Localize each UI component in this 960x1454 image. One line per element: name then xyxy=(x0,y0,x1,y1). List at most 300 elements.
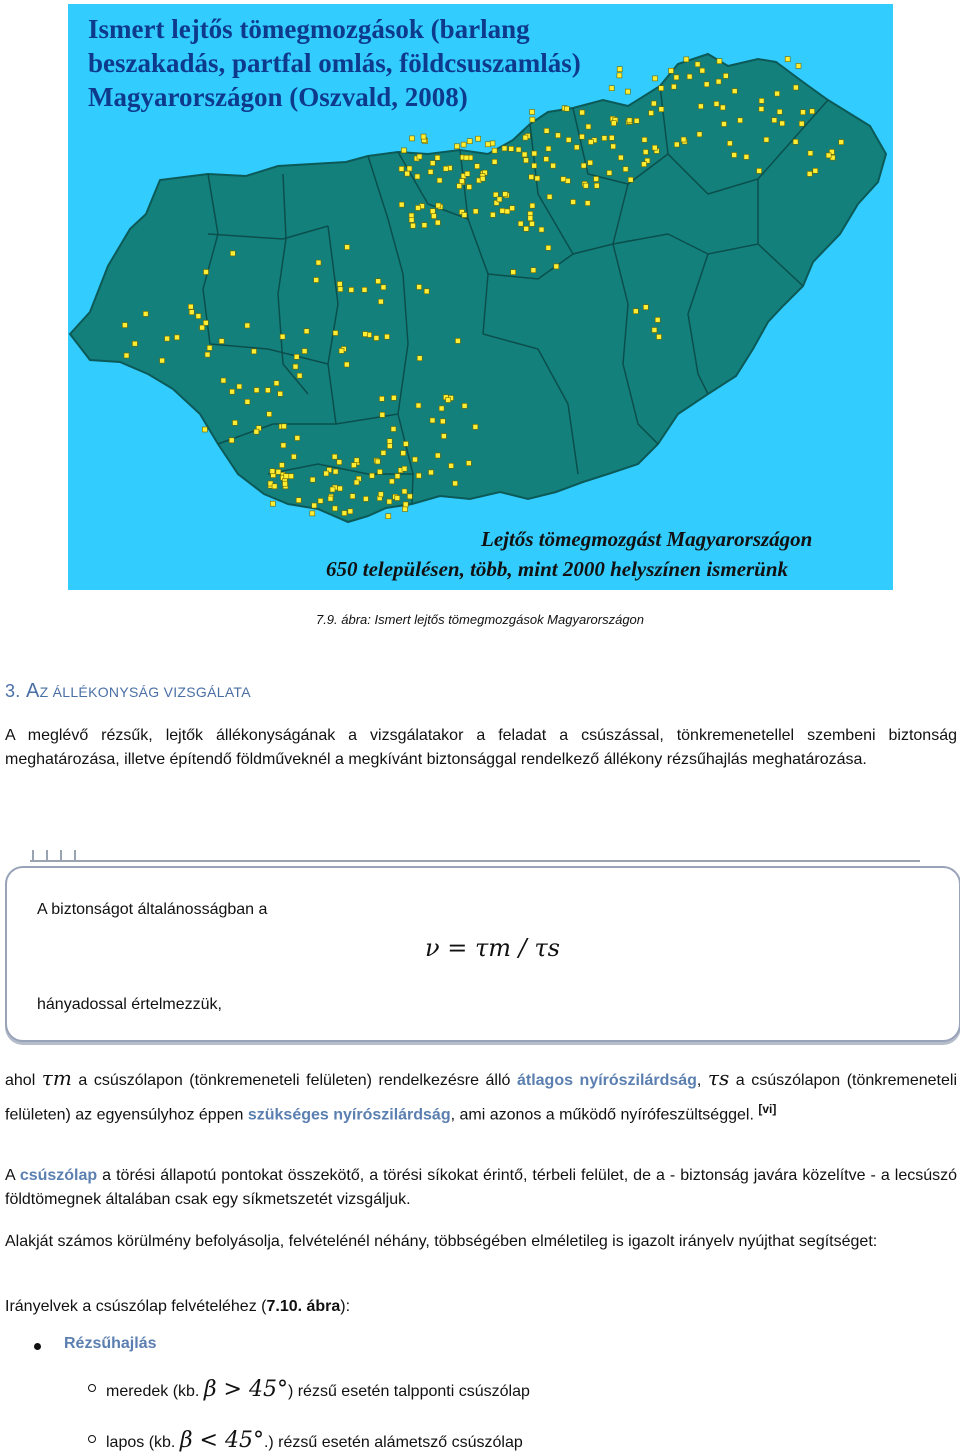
landslide-marker xyxy=(698,104,703,109)
landslide-marker xyxy=(310,511,315,516)
landslide-marker xyxy=(221,378,226,383)
landslide-marker xyxy=(461,142,466,147)
landslide-marker xyxy=(611,121,616,126)
text: meredek (kb. xyxy=(106,1383,204,1400)
landslide-marker xyxy=(546,146,551,151)
landslide-marker xyxy=(399,166,404,171)
landslide-marker xyxy=(657,334,662,339)
beta-gentle-math: β < 45° xyxy=(179,1428,264,1453)
landslide-marker xyxy=(252,349,257,354)
landslide-marker xyxy=(424,289,429,294)
landslide-marker xyxy=(417,356,422,361)
landslide-marker xyxy=(237,384,242,389)
landslide-marker xyxy=(219,339,224,344)
landslide-marker xyxy=(529,175,534,180)
landslide-marker xyxy=(293,364,298,369)
landslide-marker xyxy=(422,223,427,228)
landslide-marker xyxy=(370,473,375,478)
map-footer-line-2: 650 településen, több, mint 2000 helyszínen ismerünk xyxy=(326,557,789,581)
landslide-marker xyxy=(405,171,410,176)
text: lapos (kb. xyxy=(106,1434,180,1451)
map-footer xyxy=(326,524,886,584)
landslide-marker xyxy=(531,268,536,273)
landslide-marker xyxy=(289,474,294,479)
landslide-marker xyxy=(813,168,818,173)
landslide-marker xyxy=(530,117,535,122)
landslide-marker xyxy=(399,202,404,207)
landslide-marker xyxy=(810,109,815,114)
landslide-marker xyxy=(362,287,367,292)
text: a törési állapotú pontokat összekötő, a törési síkokat érintő, térbeli felület, de a - biztonság javára közelítve - a lecsúszó földtömegnek általában csak egy síkmetszetét vizsgáljuk. xyxy=(5,1167,958,1208)
landslide-marker xyxy=(492,159,497,164)
link-average-shear-strength[interactable]: átlagos nyírószilárdság xyxy=(516,1072,697,1089)
paragraph-intro: A meglévő rézsűk, lejtők állékonyságának a vizsgálatakor a feladat a csúszással, tönkremenetellel szembeni biztonság meghatározása, illetve építendő földműveknél a megkívánt biztonsággal rendelkező állékony rézsűhajlás meghatározása. xyxy=(5,727,957,768)
landslide-marker xyxy=(700,68,705,73)
landslide-marker xyxy=(634,118,639,123)
landslide-marker xyxy=(374,336,379,341)
landslide-marker xyxy=(417,285,422,290)
landslide-marker xyxy=(349,287,354,292)
map-title-line-2: beszakadás, partfal omlás, földcsuszamlás) xyxy=(88,48,581,78)
landslide-marker xyxy=(807,171,812,176)
landslide-marker xyxy=(441,434,446,439)
landslide-marker xyxy=(462,403,467,408)
landslide-marker xyxy=(377,469,382,474)
definition-box xyxy=(5,866,960,1042)
landslide-marker xyxy=(338,486,343,491)
landslide-marker xyxy=(490,141,495,146)
landslide-marker xyxy=(674,142,679,147)
landslide-marker xyxy=(387,499,392,504)
landslide-marker xyxy=(230,251,235,256)
landslide-marker xyxy=(574,145,579,150)
text: Irányelvek a csúszólap felvételéhez ( xyxy=(5,1298,267,1315)
landslide-marker xyxy=(189,310,194,315)
landslide-marker xyxy=(274,381,279,386)
landslide-marker xyxy=(509,146,514,151)
landslide-marker xyxy=(459,179,464,184)
landslide-marker xyxy=(628,177,633,182)
landslide-marker xyxy=(386,514,391,519)
landslide-marker xyxy=(345,245,350,250)
text: ) rézsű esetén talpponti csúszólap xyxy=(287,1383,530,1400)
landslide-marker xyxy=(202,427,207,432)
landslide-marker xyxy=(580,134,585,139)
landslide-marker xyxy=(314,278,319,283)
landslide-marker xyxy=(295,436,300,441)
landslide-marker xyxy=(297,373,302,378)
landslide-marker xyxy=(416,205,421,210)
landslide-marker xyxy=(304,329,309,334)
landslide-marker xyxy=(132,341,137,346)
landslide-marker xyxy=(716,79,721,84)
landslide-marker xyxy=(378,492,383,497)
landslide-marker xyxy=(391,427,396,432)
map-title-line-1: Ismert lejtős tömegmozgások (barlang xyxy=(88,14,530,44)
landslide-marker xyxy=(402,466,407,471)
landslide-marker xyxy=(594,183,599,188)
landslide-marker xyxy=(465,171,470,176)
landslide-marker xyxy=(759,107,764,112)
landslide-marker xyxy=(643,150,648,155)
landslide-marker xyxy=(378,299,383,304)
landslide-marker xyxy=(586,124,591,129)
landslide-marker xyxy=(449,463,454,468)
landslide-marker xyxy=(328,496,333,501)
landslide-marker xyxy=(524,226,529,231)
landslide-marker xyxy=(453,481,458,486)
landslide-marker xyxy=(462,213,467,218)
landslide-marker xyxy=(497,197,502,202)
landslide-marker xyxy=(430,418,435,423)
landslide-marker xyxy=(793,139,798,144)
landslide-marker xyxy=(518,221,523,226)
box-tick xyxy=(46,850,48,860)
landslide-marker xyxy=(265,388,270,393)
landslide-marker xyxy=(310,477,315,482)
landslide-marker xyxy=(566,137,571,142)
landslide-marker xyxy=(354,480,359,485)
landslide-marker xyxy=(727,141,732,146)
landslide-marker xyxy=(333,331,338,336)
landslide-marker xyxy=(466,461,471,466)
hungary-landslide-map xyxy=(68,4,893,590)
landslide-marker xyxy=(775,91,780,96)
landslide-marker xyxy=(535,176,540,181)
landslide-marker xyxy=(282,424,287,429)
landslide-marker xyxy=(476,136,481,141)
landslide-marker xyxy=(473,424,478,429)
landslide-marker xyxy=(623,167,628,172)
landslide-marker xyxy=(333,469,338,474)
guideline-list xyxy=(40,1335,156,1353)
landslide-marker xyxy=(583,183,588,188)
landslide-marker xyxy=(551,163,556,168)
reference-link[interactable]: [vi] xyxy=(758,1102,777,1116)
landslide-marker xyxy=(714,101,719,106)
landslide-marker xyxy=(348,509,353,514)
landslide-marker xyxy=(380,412,385,417)
landslide-marker xyxy=(473,209,478,214)
text: .) rézsű esetén alámetsző csúszólap xyxy=(263,1434,523,1451)
landslide-marker xyxy=(544,157,549,162)
landslide-marker xyxy=(652,328,657,333)
landslide-marker xyxy=(764,137,769,142)
box-text-2: hányadossal értelmezzük, xyxy=(37,996,222,1013)
link-required-shear-strength[interactable]: szükséges nyírószilárdság xyxy=(247,1106,451,1124)
landslide-marker xyxy=(826,153,831,158)
landslide-marker xyxy=(502,146,507,151)
landslide-marker xyxy=(233,420,238,425)
landslide-marker xyxy=(480,176,485,181)
landslide-marker xyxy=(421,134,426,139)
landslide-marker xyxy=(205,352,210,357)
landslide-marker xyxy=(342,511,347,516)
landslide-marker xyxy=(720,105,725,110)
landslide-marker xyxy=(539,227,544,232)
landslide-marker xyxy=(395,474,400,479)
paragraph-slip-surface xyxy=(5,1164,957,1212)
landslide-marker xyxy=(796,63,801,68)
landslide-marker xyxy=(457,184,462,189)
landslide-marker xyxy=(704,82,709,87)
landslide-marker xyxy=(785,57,790,62)
landslide-marker xyxy=(522,152,527,157)
landslide-marker xyxy=(503,192,508,197)
landslide-marker xyxy=(528,216,533,221)
landslide-marker xyxy=(122,323,127,328)
landslide-marker xyxy=(387,439,392,444)
landslide-marker xyxy=(337,282,342,287)
landslide-marker xyxy=(467,185,472,190)
landslide-marker xyxy=(516,147,521,152)
landslide-marker xyxy=(571,200,576,205)
landslide-marker xyxy=(284,474,289,479)
landslide-marker xyxy=(332,454,337,459)
landslide-marker xyxy=(281,443,286,448)
landslide-marker xyxy=(717,59,722,64)
landslide-marker xyxy=(588,140,593,145)
landslide-marker xyxy=(294,354,299,359)
landslide-marker xyxy=(416,403,421,408)
text: ahol xyxy=(5,1072,36,1089)
landslide-marker xyxy=(732,153,737,158)
landslide-marker xyxy=(697,132,702,137)
landslide-marker xyxy=(395,496,400,501)
landslide-marker xyxy=(732,89,737,94)
landslide-marker xyxy=(485,142,490,147)
landslide-marker xyxy=(279,463,284,468)
landslide-marker xyxy=(143,311,148,316)
text: , xyxy=(696,1072,708,1089)
landslide-marker xyxy=(443,166,448,171)
landslide-marker xyxy=(333,506,338,511)
landslide-marker xyxy=(229,438,234,443)
landslide-marker xyxy=(681,137,686,142)
landslide-marker xyxy=(757,168,762,173)
landslide-marker xyxy=(544,128,549,133)
landslide-marker xyxy=(723,73,728,78)
landslide-marker xyxy=(267,412,272,417)
landslide-marker xyxy=(160,358,165,363)
landslide-marker xyxy=(330,487,335,492)
landslide-marker xyxy=(446,398,451,403)
landslide-marker xyxy=(318,498,323,503)
landslide-marker xyxy=(546,245,551,250)
landslide-marker xyxy=(511,270,516,275)
box-tick xyxy=(60,850,62,860)
landslide-marker xyxy=(283,481,288,486)
landslide-marker xyxy=(276,469,281,474)
section-title-initial: A xyxy=(25,680,40,702)
landslide-marker xyxy=(561,177,566,182)
landslide-marker xyxy=(407,166,412,171)
landslide-marker xyxy=(435,220,440,225)
link-slope-inclination[interactable]: Rézsűhajlás xyxy=(64,1335,157,1352)
landslide-marker xyxy=(490,212,495,217)
landslide-marker xyxy=(738,118,743,123)
landslide-marker xyxy=(339,348,344,353)
hungary-land xyxy=(70,54,886,522)
text: a csúszólapon (tönkremeneteli felületen) rendelkezésre álló xyxy=(71,1072,517,1089)
landslide-marker xyxy=(291,454,296,459)
landslide-marker xyxy=(363,496,368,501)
landslide-marker xyxy=(254,388,259,393)
tau-m-symbol: τm xyxy=(41,1066,72,1090)
landslide-marker xyxy=(801,110,806,115)
landslide-marker xyxy=(316,260,321,265)
landslide-marker xyxy=(410,136,415,141)
landslide-marker xyxy=(338,287,343,292)
landslide-marker xyxy=(643,305,648,310)
landslide-marker xyxy=(385,334,390,339)
landslide-marker xyxy=(403,507,408,512)
landslide-marker xyxy=(175,335,180,340)
landslide-marker xyxy=(642,137,647,142)
landslide-marker xyxy=(500,208,505,213)
landslide-marker xyxy=(435,155,440,160)
landslide-marker xyxy=(780,121,785,126)
landslide-marker xyxy=(280,334,285,339)
landslide-marker xyxy=(354,458,359,463)
landslide-marker xyxy=(245,399,250,404)
landslide-marker xyxy=(296,498,301,503)
link-slip-surface[interactable]: csúszólap xyxy=(19,1167,98,1184)
landslide-marker xyxy=(627,118,632,123)
landslide-marker xyxy=(270,469,275,474)
section-heading xyxy=(5,680,251,703)
landslide-marker xyxy=(245,323,250,328)
landslide-marker xyxy=(204,270,209,275)
text: , ami azonos a működő nyírófeszültséggel. xyxy=(450,1106,759,1124)
box-tick xyxy=(32,850,34,860)
landslide-marker xyxy=(411,223,416,228)
landslide-marker xyxy=(278,391,283,396)
landslide-marker xyxy=(324,471,329,476)
landslide-marker xyxy=(391,395,396,400)
landslide-marker xyxy=(207,345,212,350)
landslide-marker xyxy=(618,155,623,160)
landslide-marker xyxy=(532,163,537,168)
landslide-marker xyxy=(436,203,441,208)
landslide-marker xyxy=(350,494,355,499)
landslide-marker xyxy=(585,201,590,206)
landslide-marker xyxy=(532,151,537,156)
landslide-marker xyxy=(389,479,394,484)
landslide-marker xyxy=(467,139,472,144)
landslide-marker xyxy=(492,148,497,153)
landslide-marker xyxy=(230,389,235,394)
landslide-marker xyxy=(611,144,616,149)
landslide-marker xyxy=(799,121,804,126)
beta-steep-math: β > 45° xyxy=(203,1377,288,1402)
landslide-marker xyxy=(556,133,561,138)
landslide-marker xyxy=(772,118,777,123)
landslide-marker xyxy=(403,502,408,507)
landslide-marker xyxy=(777,109,782,114)
landslide-marker xyxy=(505,209,510,214)
landslide-marker xyxy=(431,214,436,219)
box-tick xyxy=(74,850,76,860)
landslide-marker xyxy=(381,450,386,455)
section-title-rest-1: Z xyxy=(39,684,49,700)
landslide-marker xyxy=(376,279,381,284)
landslide-marker xyxy=(554,264,559,269)
landslide-marker xyxy=(588,160,593,165)
landslide-marker xyxy=(455,338,460,343)
landslide-marker xyxy=(594,177,599,182)
landslide-marker xyxy=(581,163,586,168)
landslide-marker xyxy=(547,194,552,199)
landslide-marker xyxy=(430,161,435,166)
landslide-marker xyxy=(439,406,444,411)
landslide-marker xyxy=(510,206,515,211)
landslide-marker xyxy=(652,145,657,150)
landslide-marker xyxy=(759,98,764,103)
landslide-marker xyxy=(417,154,422,159)
landslide-marker xyxy=(379,396,384,401)
safety-factor-formula: ν = τm / τs xyxy=(425,934,560,962)
box-top-rule xyxy=(30,860,920,862)
map-title-line-3: Magyarországon (Oszvald, 2008) xyxy=(88,82,468,112)
map-title xyxy=(88,12,688,114)
landslide-marker xyxy=(387,444,392,449)
landslide-marker xyxy=(124,353,129,358)
landslide-marker xyxy=(530,203,535,208)
landslide-marker xyxy=(165,336,170,341)
tau-s-symbol: τs xyxy=(707,1066,730,1090)
figure-reference[interactable]: 7.10. ábra xyxy=(266,1298,341,1315)
landslide-marker xyxy=(609,135,614,140)
landslide-marker xyxy=(344,362,349,367)
landslide-marker xyxy=(440,419,445,424)
landslide-marker xyxy=(695,62,700,67)
sub-item-gentle xyxy=(106,1428,523,1453)
landslide-marker xyxy=(302,349,307,354)
landslide-marker xyxy=(429,470,434,475)
landslide-marker xyxy=(312,503,317,508)
paragraph-definitions xyxy=(5,1064,957,1129)
landslide-marker xyxy=(455,144,460,149)
landslide-marker xyxy=(655,317,660,322)
landslide-marker xyxy=(363,332,368,337)
landslide-marker xyxy=(403,441,408,446)
section-title-rest-2: ÁLLÉKONYSÁG VIZSGÁLATA xyxy=(48,684,251,700)
landslide-marker xyxy=(415,174,420,179)
sub-item-steep xyxy=(106,1377,530,1402)
landslide-marker xyxy=(416,473,421,478)
map-footer-line-1: Lejtős tömegmozgást Magyarországon xyxy=(481,527,813,551)
section-number: 3. xyxy=(5,681,21,701)
figure-caption: 7.9. ábra: Ismert lejtős tömegmozgások Magyarországon xyxy=(315,612,645,627)
landslide-marker xyxy=(722,122,727,127)
landslide-marker xyxy=(633,309,638,314)
landslide-marker xyxy=(437,178,442,183)
landslide-marker xyxy=(839,140,844,145)
landslide-marker xyxy=(401,451,406,456)
text: A xyxy=(5,1167,20,1184)
landslide-marker xyxy=(808,151,813,156)
landslide-marker xyxy=(254,429,259,434)
landslide-marker xyxy=(272,484,277,489)
list-item-slope xyxy=(40,1335,156,1353)
paragraph-shape: Alakját számos körülmény befolyásolja, felvételénél néhány, többségében elméletileg is igazolt irányelv nyújthat segítséget: xyxy=(5,1233,878,1250)
landslide-marker xyxy=(402,489,407,494)
landslide-marker xyxy=(407,494,412,499)
landslide-marker xyxy=(530,221,535,226)
landslide-marker xyxy=(642,162,647,167)
text: a csúszólapon (tönkremeneteli felületen) az egyensúlyhoz éppen xyxy=(5,1072,957,1124)
